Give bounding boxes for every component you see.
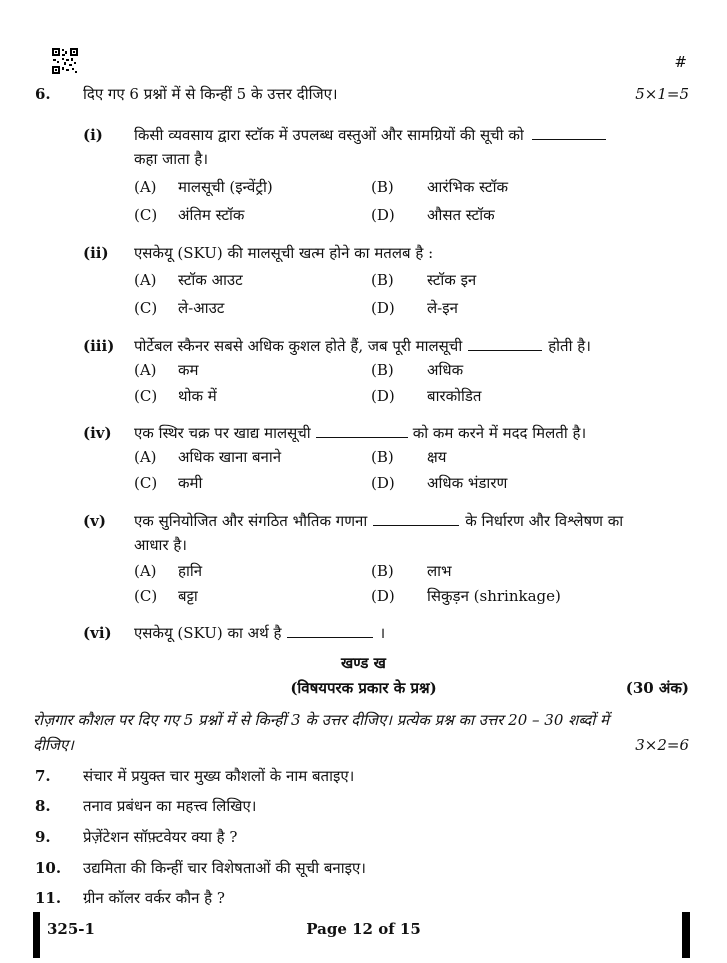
subquestion-label: (ii) (83, 244, 109, 262)
option-text: आरंभिक स्टॉक (427, 178, 508, 196)
option-text: मालसूची (इन्वेंट्री) (178, 178, 273, 196)
subquestion-text: एक स्थिर चक्र पर खाद्य मालसूची को कम करने में मदद मिलती है। (134, 424, 587, 442)
question-text: ग्रीन कॉलर वर्कर कौन है ? (83, 889, 225, 907)
option-key: (C) (134, 299, 158, 317)
answer-blank (468, 336, 542, 351)
option-text: बारकोडित (427, 387, 482, 405)
option-text: स्टॉक इन (427, 271, 477, 289)
section-instruction: दीजिए। (33, 736, 74, 754)
qr-code (52, 48, 78, 74)
question-instruction: दिए गए 6 प्रश्नों में से किन्हीं 5 के उत्तर दीजिए। (83, 85, 338, 103)
option-key: (B) (371, 361, 394, 379)
subquestion-text: कहा जाता है। (134, 150, 209, 168)
subquestion-text: किसी व्यवसाय द्वारा स्टॉक में उपलब्ध वस्तुओं और सामग्रियों की सूची को (134, 125, 608, 145)
question-number: 6. (35, 85, 51, 103)
option-text: कमी (178, 474, 203, 492)
option-text: लाभ (427, 562, 452, 580)
option-text: अधिक खाना बनाने (178, 448, 282, 466)
question-marks: 5×1=5 (635, 85, 689, 103)
page-number: Page 12 of 15 (306, 920, 421, 938)
option-text: अधिक भंडारण (427, 474, 508, 492)
paper-code: 325-1 (47, 920, 95, 938)
question-text: तनाव प्रबंधन का महत्त्व लिखिए। (83, 797, 257, 815)
option-key: (C) (134, 474, 158, 492)
subquestion-label: (iii) (83, 337, 115, 355)
question-number: 8. (35, 797, 51, 815)
question-number: 11. (35, 889, 62, 907)
subquestion-text: एसकेयू (SKU) की मालसूची खत्म होने का मतलब है : (134, 244, 434, 262)
question-text: प्रेज़ेंटेशन सॉफ़्टवेयर क्या है ? (83, 828, 238, 846)
subquestion-text: एसकेयू (SKU) का अर्थ है । (134, 624, 386, 642)
option-key: (D) (371, 587, 395, 605)
answer-blank (316, 423, 408, 438)
page-hash-mark: # (674, 53, 687, 71)
option-text: ले-इन (427, 299, 458, 317)
option-text: औसत स्टॉक (427, 206, 495, 224)
subquestion-label: (v) (83, 512, 106, 530)
option-text: सिकुड़न (shrinkage) (427, 587, 561, 605)
answer-blank (532, 125, 606, 140)
option-key: (A) (134, 448, 157, 466)
section-title: खण्ड ख (341, 654, 386, 672)
subquestion-label: (i) (83, 126, 103, 144)
subquestion-label: (iv) (83, 424, 112, 442)
option-key: (A) (134, 361, 157, 379)
section-total-marks: (30 अंक) (625, 679, 689, 697)
question-text: संचार में प्रयुक्त चार मुख्य कौशलों के नाम बताइए। (83, 767, 355, 785)
option-key: (A) (134, 271, 157, 289)
section-subtitle: (विषयपरक प्रकार के प्रश्न) (290, 679, 437, 697)
subquestion-text: पोर्टेबल स्कैनर सबसे अधिक कुशल होते हैं, जब पूरी मालसूची होती है। (134, 337, 591, 355)
option-key: (D) (371, 474, 395, 492)
question-text: उद्यमिता की किन्हीं चार विशेषताओं की सूची बनाइए। (83, 859, 366, 877)
option-key: (A) (134, 178, 157, 196)
option-key: (C) (134, 206, 158, 224)
option-text: अंतिम स्टॉक (178, 206, 245, 224)
option-key: (D) (371, 387, 395, 405)
question-number: 7. (35, 767, 51, 785)
subquestion-label: (vi) (83, 624, 112, 642)
option-text: स्टॉक आउट (178, 271, 243, 289)
option-key: (B) (371, 562, 394, 580)
option-text: कम (178, 361, 199, 379)
section-instruction: रोज़गार कौशल पर दिए गए 5 प्रश्नों में से किन्हीं 3 के उत्तर दीजिए। प्रत्येक प्रश्न का उत्तर 20 – 30 शब्दों में (33, 711, 609, 729)
option-key: (C) (134, 387, 158, 405)
subquestion-text: एक सुनियोजित और संगठित भौतिक गणना के निर्धारण और विश्लेषण का (134, 512, 624, 530)
section-marks: 3×2=6 (635, 736, 689, 754)
option-key: (B) (371, 271, 394, 289)
option-key: (B) (371, 178, 394, 196)
option-key: (C) (134, 587, 158, 605)
option-text: बट्टा (178, 587, 198, 605)
option-text: हानि (178, 562, 203, 580)
question-number: 9. (35, 828, 51, 846)
subquestion-text: आधार है। (134, 536, 187, 554)
question-number: 10. (35, 859, 62, 877)
option-key: (B) (371, 448, 394, 466)
option-text: अधिक (427, 361, 464, 379)
option-text: क्षय (427, 448, 447, 466)
option-text: थोक में (178, 387, 217, 405)
answer-blank (287, 623, 373, 638)
option-key: (A) (134, 562, 157, 580)
option-key: (D) (371, 206, 395, 224)
option-key: (D) (371, 299, 395, 317)
answer-blank (373, 511, 459, 526)
option-text: ले-आउट (178, 299, 225, 317)
